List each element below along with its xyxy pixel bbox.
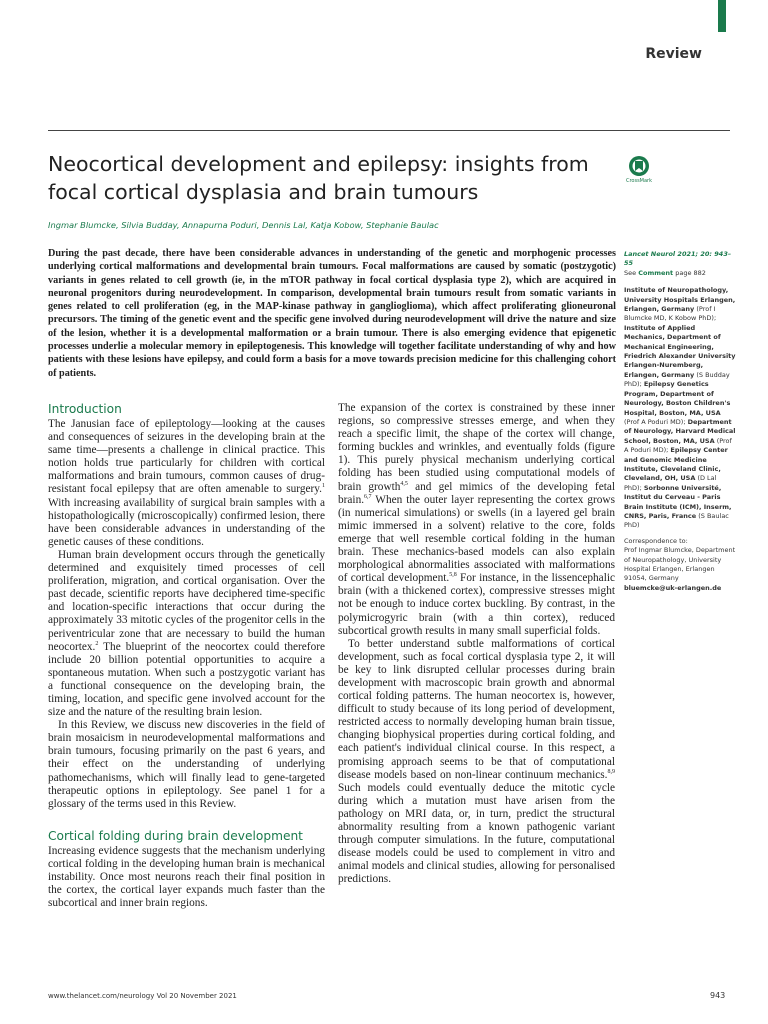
comment-link[interactable]: Comment <box>638 268 674 277</box>
body-column-right <box>338 402 615 886</box>
correspondence-label: Correspondence to: <box>624 536 688 545</box>
introduction-heading: Introduction <box>48 402 122 416</box>
header-rule <box>48 130 730 131</box>
correspondence-address: Prof Ingmar Blumcke, Department of Neuropathology, University Hospital Erlangen, Erlangen 91054, Germany <box>624 546 736 583</box>
paragraph: In this Review, we discuss new discoveries in the field of brain mosaicism in neurodevelopmental malformations and brain tumours, focusing primarily on the past 6 years, and their effect on the understanding of underlying pathomechanisms, which will finally lead to gene-targeted therapeutic options in epileptology. See panel 1 for a glossary of the terms used in this Review. <box>48 719 325 810</box>
article-sidebar <box>624 250 736 593</box>
body-column-left <box>48 402 325 910</box>
crossmark-icon <box>628 155 650 177</box>
paragraph: The expansion of the cortex is constrained by these inner regions, so compressive stresses emerge, and when they reach a specific limit, the shape of the cortex will change, forming buckles and wrinkles, and eventually folds (figure 1). This purely physical mechanism underlying cortical folding has been studied using computational models of brain growth$^{4,5}$ and gel mimics of the developing fetal brain.$^{6,7}$ When the outer layer representing the cortex grows (in numerical simulations) or swells (in a layered gel brain mimic immersed in a solvent) relative to the core, folds emerge that well resemble cortical folding in the human brain. These mechanics-based models can also explain morphological abnormalities associated with malformations of cortical development.$^{5,8}$ For instance, in the lissencephalic brain (with a thickened cortex), compressive stresses might not be enough to induce cortex buckling. By contrast, in the polymicrogyric brain (with a thin cortex), reduced subcortical growth results in many small superficial folds. <box>338 402 615 637</box>
citation: Lancet Neurol 2021; 20: 943–55 <box>624 250 732 268</box>
crossmark-badge[interactable] <box>624 155 654 184</box>
cortical-folding-heading: Cortical folding during brain development <box>48 828 303 843</box>
author-list: Ingmar Blumcke, Silvia Budday, Annapurna Poduri, Dennis Lal, Katja Kobow, Stephanie Baulac <box>48 220 439 230</box>
paragraph: Human brain development occurs through the genetically determined and exquisitely timed processes of cell proliferation, migration, and cortical organisation. Over the past decade, scientific reports have deciphered time-specific and location-specific interactions that occur during the approximately 33 mitotic cycles of the progenitor cells in the periventricular zone that are necessary to build the human neocortex.$^2$ The blueprint of the neocortex could therefore include 20 billion potential opportunities to acquire a spontaneous mutation. When such a postzygotic variant has a functional consequence on the developing brain, the timing, location, and specific gene involved account for the size and the nature of the resulting brain lesion. <box>48 548 325 719</box>
see-comment-note: See Comment page 882 <box>624 268 706 277</box>
reference-marker[interactable]: 6,7 <box>364 493 372 500</box>
article-title: Neocortical development and epilepsy: insights from focal cortical dysplasia and brain tumours <box>48 152 589 204</box>
correspondence-email[interactable]: bluemcke@uk-erlangen.de <box>624 583 722 592</box>
section-tag: Review <box>645 46 702 62</box>
paragraph: Increasing evidence suggests that the mechanism underlying cortical folding in the developing human brain is mechanical instability. Once most neurons reach their final position in the cortex, the cortical layer expands much faster than the subcortical and inner brain regions. <box>48 844 325 910</box>
reference-marker[interactable]: 1 <box>322 483 325 490</box>
reference-marker[interactable]: 4,5 <box>400 480 408 487</box>
footer-journal-info: www.thelancet.com/neurology Vol 20 November 2021 <box>48 992 237 1000</box>
reference-marker[interactable]: 2 <box>95 640 99 647</box>
reference-marker[interactable]: 8,9 <box>607 768 615 775</box>
reference-marker[interactable]: 5,8 <box>449 572 457 579</box>
abstract: During the past decade, there have been considerable advances in understanding of the genetic and morphogenic processes underlying cortical malformations and developmental brain tumours. Focal malformations are caused by somatic (postzygotic) variants in genes related to cell growth (ie, in the mTOR pathway in focal cortical dysplasia type 2), which are acquired in neuronal progenitors during neurodevelopment. In comparison, developmental brain tumours result from somatic variants in genes related to cell proliferation (eg, in the MAP-kinase pathway in ganglioglioma), which affect proliferating glioneuronal precursors. The timing of the genetic event and the specific gene involved during neurodevelopment will drive the nature and size of the lesion, whether it is a developmental malformation or a brain tumour. There is also emerging evidence that epigenetic processes underlie a molecular memory in epileptogenesis. This knowledge will together facilitate understanding of why and how patients with these lesions have epilepsy, and could form a basis for a move towards precision medicine for this challenging cohort of patients. <box>48 248 616 379</box>
crossmark-label: CrossMark <box>625 178 653 184</box>
affiliations: Institute of Neuropathology, University Hospitals Erlangen, Erlangen, Germany (Prof I Blumcke MD, K Kobow PhD); Institute of Applied Mechanics, Department of Mechanical Engineering, Friedrich Alexander University Erlangen-Nuremberg, Erlangen, Germany (S Budday PhD); Epilepsy Genetics Program, Department of Neurology, Boston Children's Hospital, Boston, MA, USA (Prof A Poduri MD); Department of Neurology, Harvard Medical School, Boston, MA, USA (Prof A Poduri MD); Epilepsy Center and Genomic Medicine Institute, Cleveland Clinic, Cleveland, OH, USA (D Lal PhD); Sorbonne Université, Institut du Cerveau - Paris Brain Institute (ICM), Inserm, CNRS, Paris, France (S Baulac PhD) <box>624 286 736 530</box>
paragraph: The Janusian face of epileptology—looking at the causes and consequences of seizures in the developing brain at the same time—presents a challenge in clinical practice. This notion holds true particularly for children with cortical malformations and brain tumours, common causes of drug-resistant focal epilepsy that are often amenable to surgery.$^1$ With increasing availability of surgical brain samples with a histopathologically (microscopically) confirmed lesion, there have been considerable advances in understanding of the genetic causes of these conditions. <box>48 418 325 548</box>
journal-color-tab <box>718 0 726 32</box>
paragraph: To better understand subtle malformations of cortical development, such as focal cortical dysplasia type 2, it will be key to link disrupted cellular processes during brain development with macroscopic brain growth and abnormal cortical folding patterns. The human neocortex is, however, difficult to study because of its long period of development, restricted access to normally developing human brain tissue, changing biophysical properties during cortical folding, and each patient's individual clinical course. In this respect, a promising approach seems to be that of computational disease models based on non-linear continuum mechanics.$^{8,9}$ Such models could eventually deduce the mitotic cycle during which a mutation must have arisen from the pathology on MRI data, or, in turn, predict the structural abnormality resulting from a known pathogenic variant through computer simulations. In the future, computational disease models could be used to complement in vitro and animal models and clinical studies, allowing for personalised predictions. <box>338 637 615 886</box>
page-number: 943 <box>710 991 726 1000</box>
